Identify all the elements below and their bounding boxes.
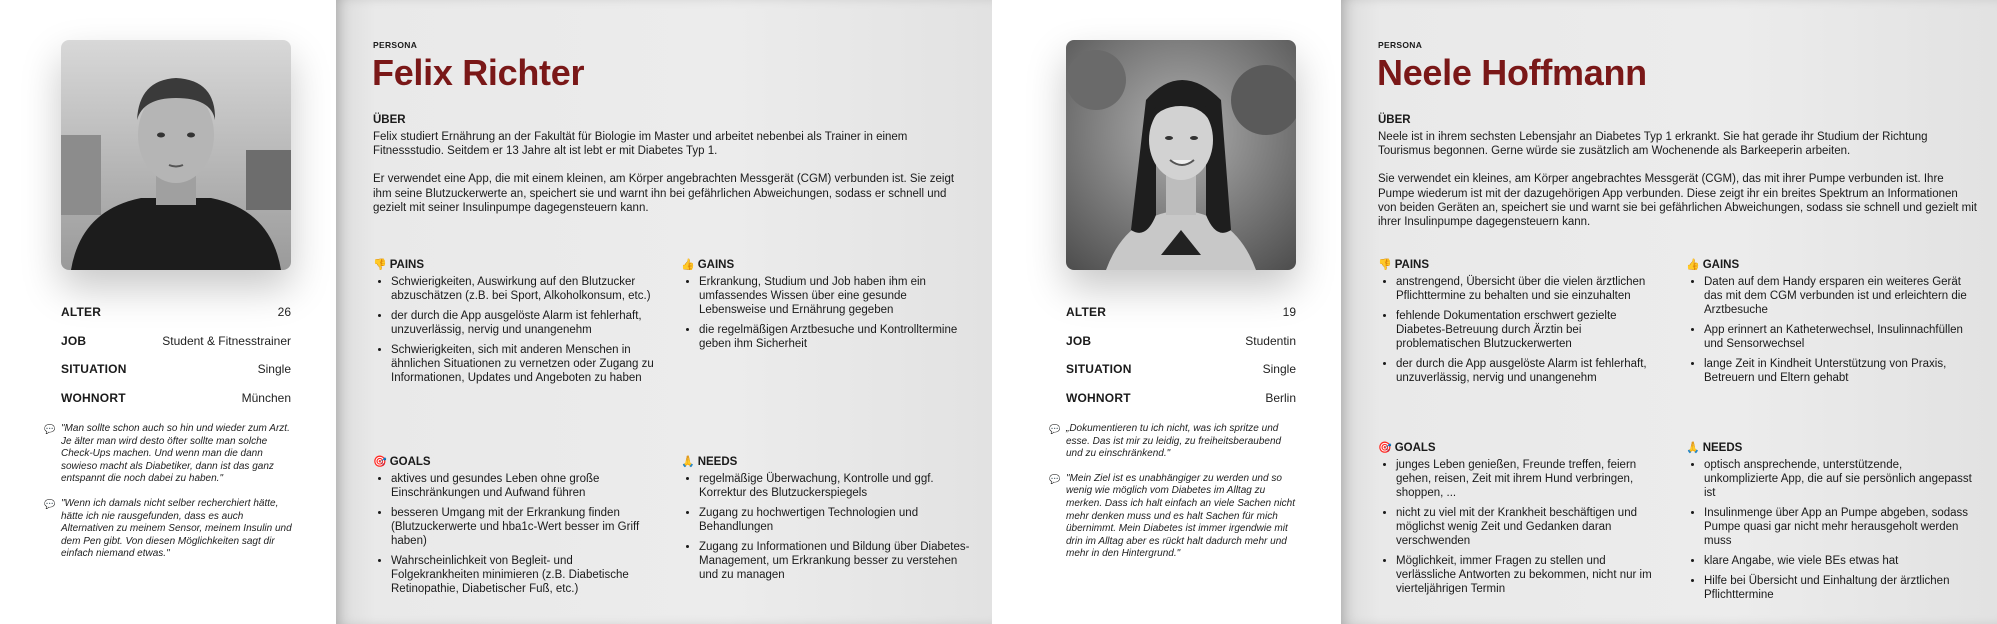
gains-section: [681, 258, 971, 357]
list-item: • Daten auf dem Handy ersparen ein weiteres Gerät das mit dem CGM verbunden ist und erleichtern die Arztbesuche: [1704, 275, 1976, 317]
list-item: • der durch die App ausgelöste Alarm ist fehlerhaft, unzuverlässig, nervig und unangenehm: [1396, 357, 1668, 385]
fact-value: München: [241, 390, 291, 405]
portrait-man-image: [61, 40, 291, 270]
goals-section: [1378, 441, 1668, 602]
persona-quotes: [44, 423, 294, 573]
needs-section: [1686, 441, 1976, 608]
persona-card-felix: [0, 0, 992, 624]
portrait-woman-image: [1066, 40, 1296, 270]
section-title: GAINS: [1702, 258, 1740, 271]
persona-name: Neele Hoffmann: [1377, 52, 1647, 93]
thumbs-down-icon: 👎: [373, 259, 387, 271]
persona-photo: [61, 40, 291, 270]
list-item: • aktives und gesundes Leben ohne große Einschränkungen und Aufwand führen: [391, 472, 663, 500]
about-title: ÜBER: [373, 114, 406, 126]
fact-value: Studentin: [1245, 333, 1296, 348]
section-title: NEEDS: [697, 455, 738, 468]
about-paragraph: Er verwendet eine App, die mit einem kleinen, am Körper angebrachten Messgerät (CGM) verbunden ist. Sie zeigt ihm seine Blutzuckerwerte an, speichert sie und warnt ihn bei gefährlichen Abweichungen, sodass er schnell und gezielt mit seiner Insulinpumpe dagegensteuern kann.: [373, 173, 955, 214]
fact-value: Single: [257, 362, 291, 377]
about-paragraph: Neele ist in ihrem sechsten Lebensjahr an Diabetes Typ 1 erkrankt. Sie hat gerade ihr Studium der Richtung Tourismus begonnen. Gerne würde sie zusätzlich am Wochenende als Barkeeperin arbeiten.: [1378, 131, 1928, 158]
persona-main: [1341, 0, 1997, 624]
list-item: • regelmäßige Überwachung, Kontrolle und ggf. Korrektur des Blutzuckerspiegels: [699, 472, 971, 500]
persona-card-neele: [1005, 0, 1997, 624]
thumbs-down-icon: 👎: [1378, 259, 1392, 271]
quote-item: [1049, 473, 1299, 561]
target-icon: 🎯: [1378, 442, 1392, 454]
list-item: • Schwierigkeiten, Auswirkung auf den Blutzucker abzuschätzen (z.B. bei Sport, Alkoholkonsum, etc.): [391, 275, 663, 303]
list-item: • Zugang zu hochwertigen Technologien und Behandlungen: [699, 506, 971, 534]
persona-photo: [1066, 40, 1296, 270]
list-item: • nicht zu viel mit der Krankheit beschäftigen und möglichst wenig Zeit und Gedanken daran verschwenden: [1396, 506, 1668, 548]
list-item: • Hilfe bei Übersicht und Einhaltung der ärztlichen Pflichttermine: [1704, 574, 1976, 602]
persona-sidebar: [0, 0, 336, 624]
persona-main: [336, 0, 992, 624]
fact-key: ALTER: [1066, 305, 1107, 320]
list-item: • Möglichkeit, immer Fragen zu stellen und verlässliche Antworten zu bekommen, nicht nur im vierteljährigen Termin: [1396, 554, 1668, 596]
section-title: GOALS: [1394, 441, 1436, 454]
list-item: • optisch ansprechende, unterstützende, unkomplizierte App, die auf sie persönlich angepasst ist: [1704, 458, 1976, 500]
pains-section: [373, 258, 663, 391]
section-title: NEEDS: [1702, 441, 1743, 454]
fact-key: SITUATION: [1066, 362, 1132, 377]
list-item: • Insulinmenge über App an Pumpe abgeben, sodass Pumpe quasi gar nicht mehr herausgeholt werden muss: [1704, 506, 1976, 548]
speech-bubble-icon: 💬: [44, 498, 56, 509]
list-item: • Zugang zu Informationen und Bildung über Diabetes-Management, um Erkrankung besser zu verstehen und zu managen: [699, 540, 971, 582]
persona-sidebar: [1005, 0, 1341, 624]
persona-facts: [1066, 298, 1296, 412]
list-item: • fehlende Dokumentation erschwert gezielte Diabetes-Betreuung durch Ärztin bei problematischen Blutzuckerwerten: [1396, 309, 1668, 351]
list-item: • anstrengend, Übersicht über die vielen ärztlichen Pflichttermine zu behalten und sie einzuhalten: [1396, 275, 1668, 303]
about-paragraph: Felix studiert Ernährung an der Fakultät für Biologie im Master und arbeitet nebenbei als Trainer in einem Fitnessstudio. Seitdem er 13 Jahre alt ist lebt er mit Diabetes Typ 1.: [373, 131, 908, 158]
fact-value: Single: [1262, 362, 1296, 377]
persona-quotes: [1049, 423, 1299, 573]
fact-key: JOB: [1066, 333, 1092, 348]
persona-name: Felix Richter: [372, 52, 585, 93]
list-item: • junges Leben genießen, Freunde treffen, feiern gehen, reisen, Zeit mit ihrem Hund verbringen, shoppen, ...: [1396, 458, 1668, 500]
list-item: • besseren Umgang mit der Erkrankung finden (Blutzuckerwerte und hba1c-Wert besser im Griff haben): [391, 506, 663, 548]
fact-row: [1066, 327, 1296, 356]
section-title: GOALS: [389, 455, 431, 468]
quote-text: "Man sollte schon auch so hin und wieder zum Arzt. Je älter man wird desto öfter sollte man solche Check-Ups machen. Und wenn man die dann sowieso macht als Diabetiker, dann ist das ganz entspannt die noch dabei zu haben.": [61, 423, 290, 485]
persona-facts: [61, 298, 291, 412]
fact-key: WOHNORT: [61, 390, 126, 405]
list-item: • Schwierigkeiten, sich mit anderen Menschen in ähnlichen Situationen zu vernetzen oder Zugang zu Informationen, Updates und Angeboten zu haben: [391, 343, 663, 385]
list-item: • die regelmäßigen Arztbesuche und Kontrolltermine geben ihm Sicherheit: [699, 323, 971, 351]
fact-value: 26: [277, 305, 291, 320]
needs-section: [681, 455, 971, 588]
persona-label: PERSONA: [373, 40, 418, 50]
persona-label: PERSONA: [1378, 40, 1423, 50]
fact-key: JOB: [61, 333, 87, 348]
fact-row: [1066, 384, 1296, 413]
gains-section: [1686, 258, 1976, 391]
fact-value: 19: [1282, 305, 1296, 320]
about-title: ÜBER: [1378, 114, 1411, 126]
quote-text: "Wenn ich damals nicht selber recherchiert hätte, hätte ich nie rausgefunden, dass es auch Alternativen zu meinem Sensor, meinem Insulin und dem Pen gibt. Von diesen Möglichkeiten sagt dir einfach niemand etwas.": [61, 497, 292, 560]
fact-key: WOHNORT: [1066, 390, 1131, 405]
speech-bubble-icon: 💬: [1049, 473, 1061, 484]
about-section: [373, 114, 973, 229]
speech-bubble-icon: 💬: [44, 424, 56, 434]
praying-hands-icon: 🙏: [1686, 442, 1700, 454]
praying-hands-icon: 🙏: [681, 456, 695, 468]
quote-item: [44, 423, 294, 486]
fact-row: [1066, 298, 1296, 327]
list-item: • lange Zeit in Kindheit Unterstützung von Praxis, Betreuern und Eltern gehabt: [1704, 357, 1976, 385]
fact-row: [1066, 355, 1296, 384]
section-title: PAINS: [1394, 258, 1429, 271]
list-item: • App erinnert an Katheterwechsel, Insulinnachfüllen und Sensorwechsel: [1704, 323, 1976, 351]
about-section: [1378, 114, 1978, 243]
about-paragraph: Sie verwendet ein kleines, am Körper angebrachtes Messgerät (CGM), das mit ihrer Pumpe verbunden ist. Ihre Pumpe wiederum ist mit der dazugehörigen App verbunden. Diese zeigt ihr ein breites Spektrum an Informationen von beiden Geräten an, speichert sie und warnt sie bei gefährlichen Abweichungen, sodass sie schnell und gezielt mit ihrer Insulinpumpe dagegensteuern kann.: [1378, 173, 1978, 229]
fact-value: Student & Fitnesstrainer: [162, 333, 291, 348]
fact-value: Berlin: [1265, 390, 1296, 405]
speech-bubble-icon: 💬: [1049, 424, 1061, 434]
list-item: • Erkrankung, Studium und Job haben ihm ein umfassendes Wissen über eine gesunde Lebensweise und Ernährung gegeben: [699, 275, 971, 317]
list-item: • Wahrscheinlichkeit von Begleit- und Folgekrankheiten minimieren (z.B. Diabetische Retinopathie, Diabetischer Fuß, etc.): [391, 554, 663, 596]
goals-section: [373, 455, 663, 602]
pains-section: [1378, 258, 1668, 391]
fact-row: [61, 384, 291, 413]
section-title: GAINS: [697, 258, 735, 271]
fact-key: SITUATION: [61, 362, 127, 377]
list-item: • klare Angabe, wie viele BEs etwas hat: [1704, 554, 1976, 568]
target-icon: 🎯: [373, 456, 387, 468]
quote-item: [44, 498, 294, 561]
thumbs-up-icon: 👍: [1686, 259, 1700, 271]
quote-text: „Dokumentieren tu ich nicht, was ich spritze und esse. Das ist mir zu leidig, zu freiheitsberaubend und zu einschränkend.": [1066, 423, 1282, 460]
quote-text: "Mein Ziel ist es unabhängiger zu werden und so wenig wie möglich vom Diabetes im Alltag zu merken. Dass ich halt einfach an viele Sachen nicht mehr denken muss und es halt Sachen für mich übernimmt. Mein Diabetes ist immer irgendwie mit drin im Alltag aber es rückt halt dadurch mehr und mehr in den Hintergrund.": [1066, 472, 1296, 560]
fact-row: [61, 298, 291, 327]
thumbs-up-icon: 👍: [681, 259, 695, 271]
fact-row: [61, 327, 291, 356]
list-item: • der durch die App ausgelöste Alarm ist fehlerhaft, unzuverlässig, nervig und unangenehm: [391, 309, 663, 337]
section-title: PAINS: [389, 258, 424, 271]
fact-key: ALTER: [61, 305, 102, 320]
quote-item: [1049, 423, 1299, 461]
fact-row: [61, 355, 291, 384]
